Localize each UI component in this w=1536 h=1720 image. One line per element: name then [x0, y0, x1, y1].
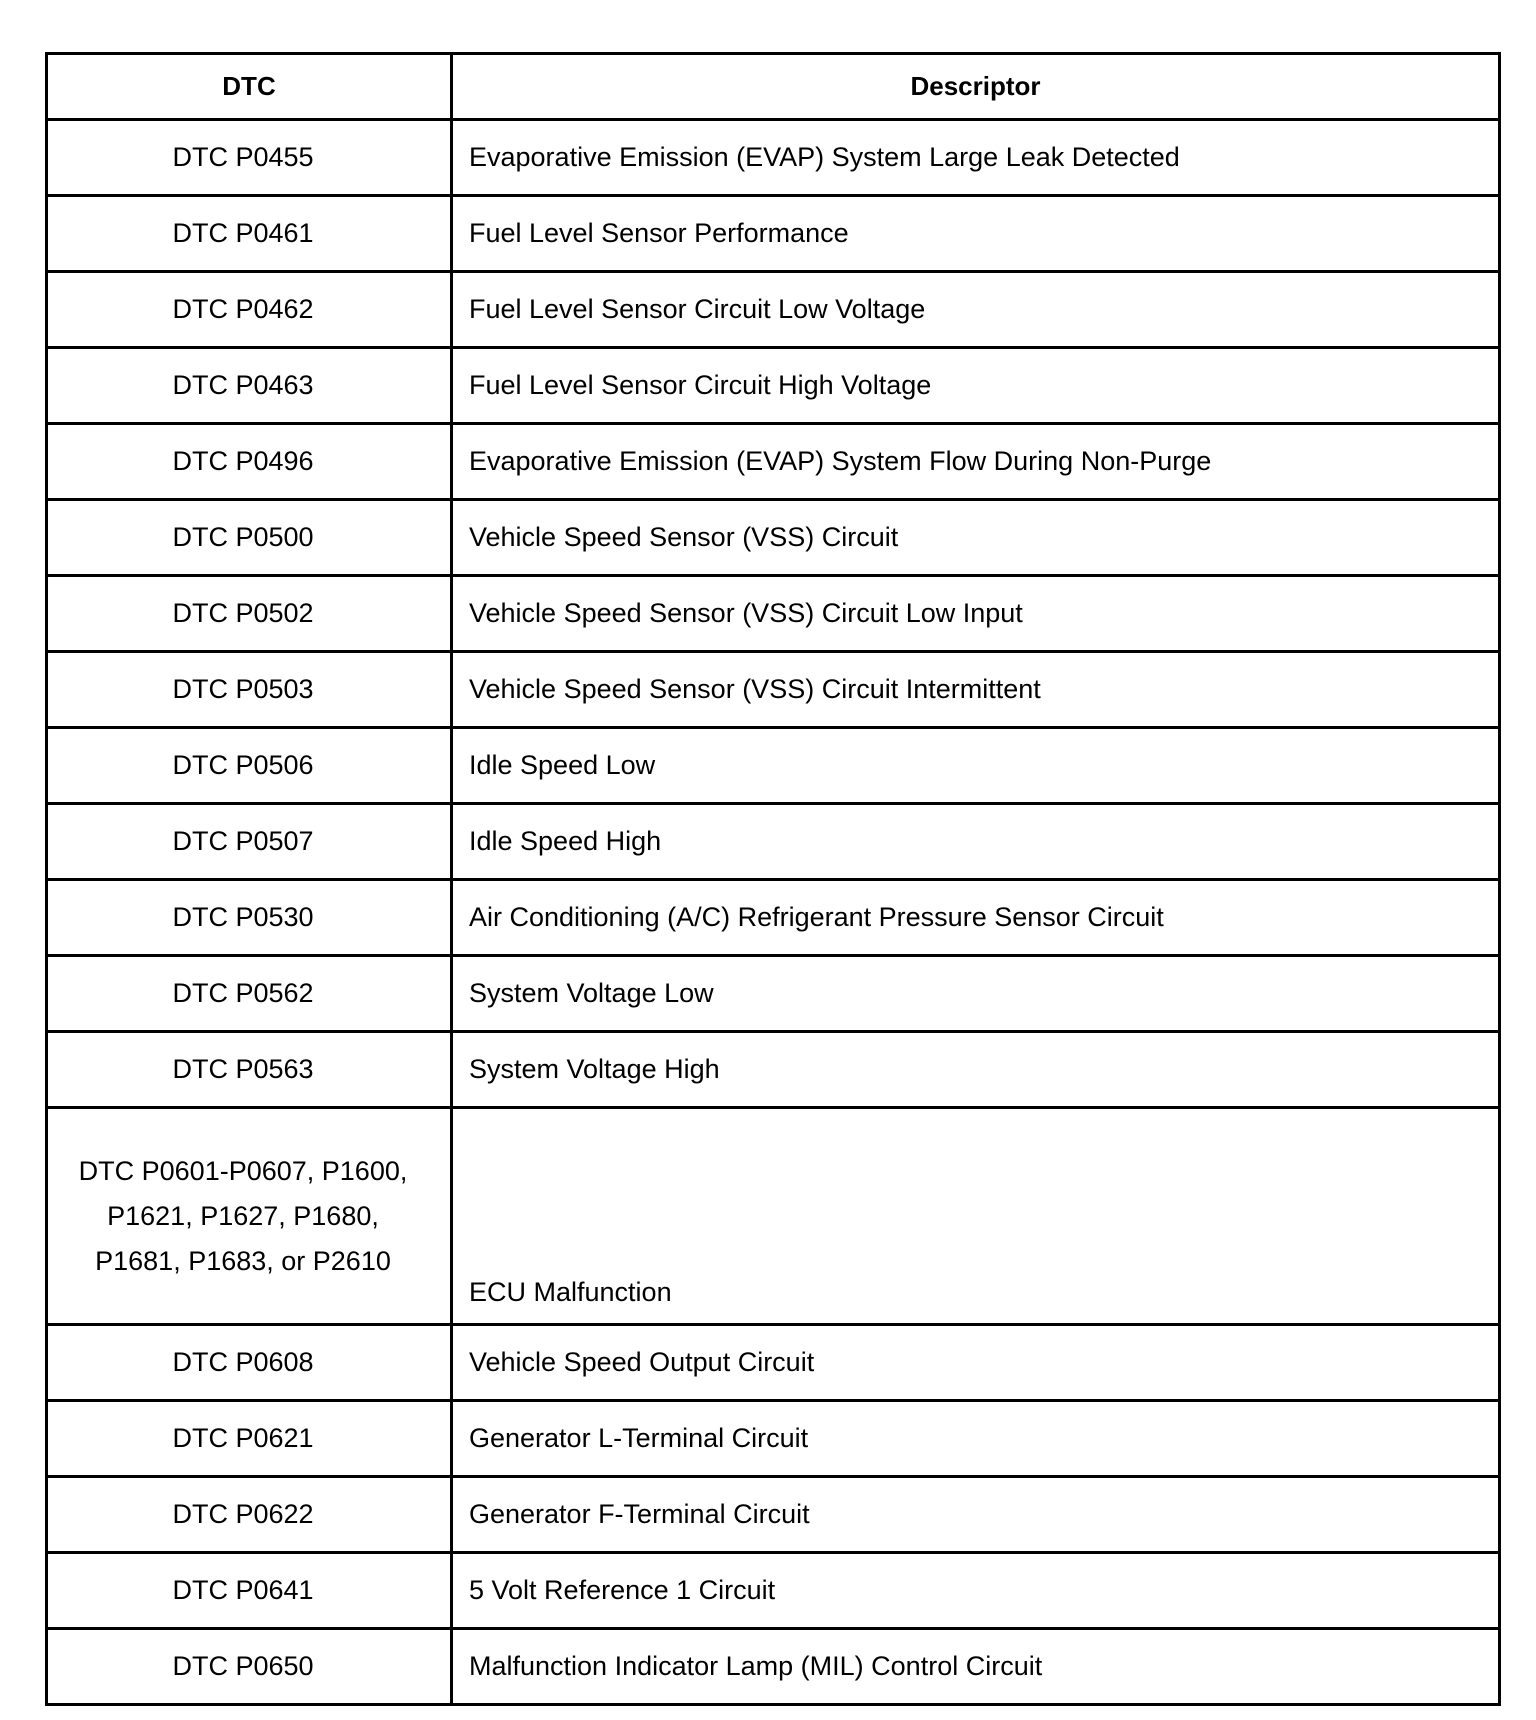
dtc-code: DTC P0507 [47, 804, 452, 880]
dtc-code: DTC P0463 [47, 348, 452, 424]
dtc-code: DTC P0500 [47, 500, 452, 576]
dtc-code: DTC P0503 [47, 652, 452, 728]
dtc-code: DTC P0530 [47, 880, 452, 956]
table-row [47, 880, 1500, 956]
dtc-descriptor: Vehicle Speed Sensor (VSS) Circuit Low Input [452, 576, 1500, 652]
dtc-code: DTC P0608 [47, 1325, 452, 1401]
dtc-code: DTC P0601-P0607, P1600, P1621, P1627, P1680, P1681, P1683, or P2610 [47, 1108, 452, 1325]
dtc-descriptor: Idle Speed Low [452, 728, 1500, 804]
table-row [47, 804, 1500, 880]
header-dtc: DTC [47, 54, 452, 120]
table-row [47, 120, 1500, 196]
dtc-descriptor: Fuel Level Sensor Circuit High Voltage [452, 348, 1500, 424]
dtc-descriptor: 5 Volt Reference 1 Circuit [452, 1553, 1500, 1629]
dtc-code: DTC P0455 [47, 120, 452, 196]
table-row [47, 1477, 1500, 1553]
dtc-code: DTC P0502 [47, 576, 452, 652]
dtc-descriptor: Fuel Level Sensor Circuit Low Voltage [452, 272, 1500, 348]
dtc-code: DTC P0461 [47, 196, 452, 272]
dtc-code: DTC P0496 [47, 424, 452, 500]
dtc-code: DTC P0650 [47, 1629, 452, 1705]
dtc-descriptor: Vehicle Speed Output Circuit [452, 1325, 1500, 1401]
dtc-descriptor: Generator F-Terminal Circuit [452, 1477, 1500, 1553]
dtc-descriptor: Evaporative Emission (EVAP) System Large Leak Detected [452, 120, 1500, 196]
table-row [47, 1553, 1500, 1629]
dtc-code: DTC P0462 [47, 272, 452, 348]
dtc-descriptor: System Voltage Low [452, 956, 1500, 1032]
dtc-descriptor: Vehicle Speed Sensor (VSS) Circuit [452, 500, 1500, 576]
table-row [47, 500, 1500, 576]
dtc-code: DTC P0641 [47, 1553, 452, 1629]
table-row [47, 576, 1500, 652]
dtc-descriptor: System Voltage High [452, 1032, 1500, 1108]
dtc-descriptor: Fuel Level Sensor Performance [452, 196, 1500, 272]
dtc-descriptor: Idle Speed High [452, 804, 1500, 880]
table-row [47, 348, 1500, 424]
dtc-code: DTC P0563 [47, 1032, 452, 1108]
table-row [47, 1108, 1500, 1325]
table-row [47, 728, 1500, 804]
dtc-descriptor: Evaporative Emission (EVAP) System Flow During Non-Purge [452, 424, 1500, 500]
dtc-code: DTC P0506 [47, 728, 452, 804]
table-row [47, 652, 1500, 728]
table-row [47, 1629, 1500, 1705]
dtc-table [45, 52, 1501, 1706]
dtc-code: DTC P0562 [47, 956, 452, 1032]
header-descriptor: Descriptor [452, 54, 1500, 120]
table-row [47, 1325, 1500, 1401]
header-row [47, 54, 1500, 120]
dtc-descriptor: ECU Malfunction [452, 1108, 1500, 1325]
dtc-code: DTC P0622 [47, 1477, 452, 1553]
table-row [47, 272, 1500, 348]
table-row [47, 956, 1500, 1032]
table-row [47, 196, 1500, 272]
dtc-descriptor: Generator L-Terminal Circuit [452, 1401, 1500, 1477]
dtc-code: DTC P0621 [47, 1401, 452, 1477]
dtc-descriptor: Air Conditioning (A/C) Refrigerant Pressure Sensor Circuit [452, 880, 1500, 956]
dtc-descriptor: Vehicle Speed Sensor (VSS) Circuit Intermittent [452, 652, 1500, 728]
table-row [47, 1032, 1500, 1108]
dtc-descriptor: Malfunction Indicator Lamp (MIL) Control Circuit [452, 1629, 1500, 1705]
table-row [47, 424, 1500, 500]
table-row [47, 1401, 1500, 1477]
